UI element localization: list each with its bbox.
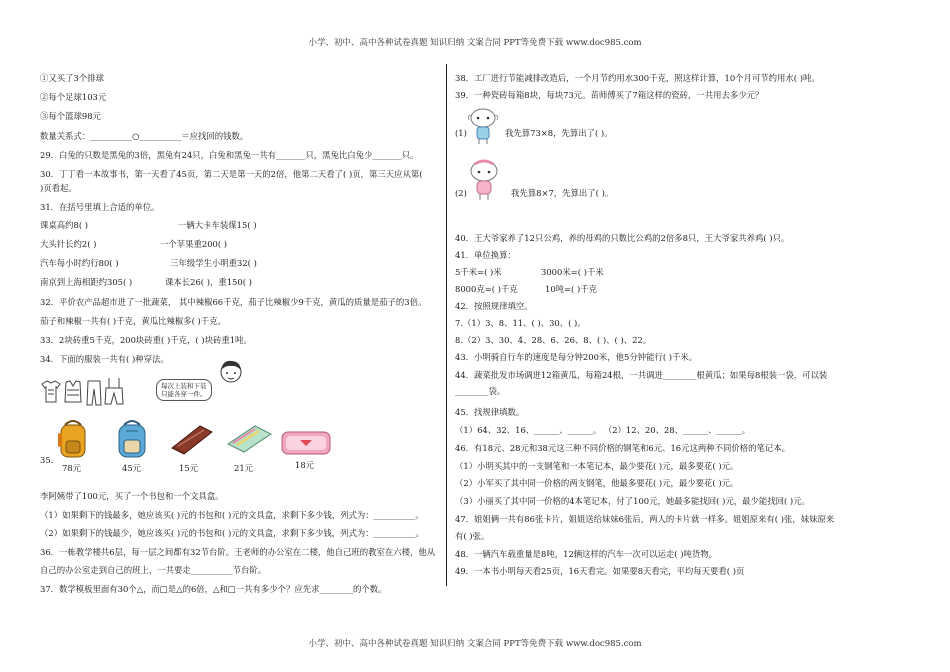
column-divider [446,64,447,586]
q31-a1: 课桌高约8( ) [40,220,89,230]
price-backpack-yellow: 78元 [62,463,82,473]
q38: 38．工厂进行节能减排改造后，一个月节约用水300千克，照这样计算，10个月可节约用水( )吨。 [455,73,820,83]
q31-c1: 汽车每小时约行80( ) [40,258,119,268]
q31: 31．在括号里填上合适的单位。 [40,202,160,212]
pants-icon [87,381,101,405]
q39-part1: 我先算73×8，先算出了( )。 [505,128,613,138]
q41-b2: 10吨=( )千克 [545,284,597,294]
q32-cont: 茄子和辣椒一共有( )千克，黄瓜比辣椒多( )千克。 [40,316,226,326]
pencil-box-brown-icon [168,422,214,456]
q36: 36．一栋教学楼共6层，每一层之间都有32节台阶。王老师的办公室在二楼，他自己班的教室在六楼，他从 [40,547,436,557]
q46-part2: （2）小军买了其中同一价格的两支钢笔，他最多要花( )元，最少要花( )元。 [455,478,739,488]
q31-b1: 大头针长约2( ) [40,239,97,249]
q28-formula: 数量关系式：__________○__________＝应找回的钱数。 [40,131,249,141]
q35-desc: 李阿姨带了100元，买了一个书包和一个文具盒。 [40,491,224,501]
q31-a2: 一辆大卡车装煤15( ) [178,220,257,230]
q41: 41．单位换算： [455,250,516,260]
q30: 30．丁丁看一本故事书，第一天看了45页，第二天是第一天的2倍，他第二天看了( )页，第三天应从第( [40,169,423,179]
q49: 49．一本书小明每天看25页，16天看完。如果要8天看完，平均每天要看( )页 [455,566,745,576]
backpack-blue-icon [114,419,150,459]
q35-part2: （2）如果剩下的钱最少，她应该买( )元的书包和( )元的文具盒，求剩下多少钱，列式为：__________。 [40,528,424,538]
clothes-illustration [40,378,130,408]
q42: 42．按照规律填空。 [455,301,533,311]
q36-cont: 自己的办公室走到自己的班上，一共要走__________节台阶。 [40,565,267,575]
vest-icon [65,381,81,402]
q29: 29．白兔的只数是黑兔的3倍，黑兔有24只，白兔和黑兔一共有_______只，黑兔比白兔少_______只。 [40,150,419,160]
sheep-icon [467,106,499,146]
q35-label: 35. [40,455,54,465]
page-header: 小学、初中、高中各种试卷真题 知识归纳 文案合同 PPT等免费下载 www.doc985.com [308,38,642,48]
pencil-box-green-icon [225,422,273,456]
q47-cont: 有( )张。 [455,531,490,541]
q33: 33．2块砖重5千克，200块砖重( )千克，( )块砖重1吨。 [40,335,252,345]
price-backpack-blue: 45元 [122,463,142,473]
price-pencil-box-green: 21元 [234,463,254,473]
q42-seq1: 7.（1）3、8、11、( )、30、( )。 [455,318,586,328]
q46: 46．有18元、28元和38元这三种不同价格的钢笔和6元、16元这两种不同价格的笔记本。 [455,443,790,453]
q28-item-1: ①又买了3个排球 [40,73,104,83]
q28-item-3: ③每个篮球98元 [40,111,101,121]
q41-a2: 3000米=( )千米 [541,267,604,277]
price-pencil-box-pink: 18元 [295,460,315,470]
q40: 40．王大爷家养了12只公鸡，养的母鸡的只数比公鸡的2倍多8只，王大爷家共养鸡( )只。 [455,233,790,243]
q41-b1: 8000克=( )千克 [455,284,518,294]
q46-part3: （3）小丽买了其中同一价格的4本笔记本，付了100元，她最多能找回( )元，最少能找回( )元。 [455,496,810,506]
price-pencil-box-brown: 15元 [179,463,199,473]
q44: 44．蔬菜批发市场调进12箱黄瓜，每箱24根，一共调进________根黄瓜；如果每8根装一袋，可以装 [455,370,828,380]
backpack-yellow-icon [57,419,89,459]
boy-avatar-icon [218,358,244,388]
q45-seq: （1）64、32、16、______、______。 （2）12、20、28、______、______。 [455,425,751,435]
q43: 43．小明骑自行车的速度是每分钟200米，他5分钟能行( )千米。 [455,352,698,362]
q39-part1-label: (1) [455,128,467,138]
pencil-box-pink-icon [280,428,332,458]
sheep-icon [467,158,501,202]
q39-part2: 我先算8×7，先算出了( )。 [511,188,614,198]
q34: 34．下面的服装一共有( )种穿法。 [40,354,169,364]
bubble-line-2: 只能各穿一件。 [161,390,207,398]
q39: 39．一种瓷砖每箱8块，每块73元。苗师傅买了7箱这样的瓷砖，一共用去多少元？ [455,90,764,100]
q47: 47．姐姐俩一共有86张卡片，姐姐送给妹妹6张后，两人的卡片就一样多。姐姐原来有( )张，妹妹原来 [455,514,835,524]
q31-d2: 课本长26( )，重150( ) [165,277,252,287]
q48: 48．一辆汽车载重量是8吨，12辆这样的汽车一次可以运走( )吨货物。 [455,549,717,559]
q42-seq2: 8.（2）3、30、4、28、6、26、8、( )、( )、22。 [455,335,652,345]
q31-c2: 三年级学生小明重32( ) [170,258,257,268]
page-footer: 小学、初中、高中各种试卷真题 知识归纳 文案合同 PPT等免费下载 www.doc985.com [308,639,642,649]
q28-item-2: ②每个足球103元 [40,92,107,102]
q45: 45．找规律填数。 [455,407,525,417]
shirt-icon [42,381,60,402]
q37: 37．数学模板里面有30个△，而□是△的6倍，△和□一共有多少个？应先求________的个数。 [40,584,387,594]
speech-bubble [156,379,212,401]
q31-b2: 一个苹果重200( ) [160,239,228,249]
q30-cont: )页看起。 [40,183,77,193]
shorts-icon [105,378,123,404]
bubble-line-1: 每次上装和下装 [161,382,207,390]
q32: 32．平价农产品超市进了一批蔬菜， 其中辣椒66千克，茄子比辣椒少9千克，黄瓜的质量是茄子的3倍。 [40,297,427,307]
q46-part1: （1）小明买其中的一支钢笔和一本笔记本，最少要花( )元，最多要花( )元。 [455,461,739,471]
q35-part1: （1）如果剩下的钱最多，她应该买( )元的书包和( )元的文具盒，求剩下多少钱，列式为：__________。 [40,510,424,520]
q39-part2-label: (2) [455,188,467,198]
q44-cont: ________袋。 [455,386,506,396]
q31-d1: 南京到上海相距约305( ) [40,277,133,287]
q41-a1: 5千米=( )米 [455,267,502,277]
